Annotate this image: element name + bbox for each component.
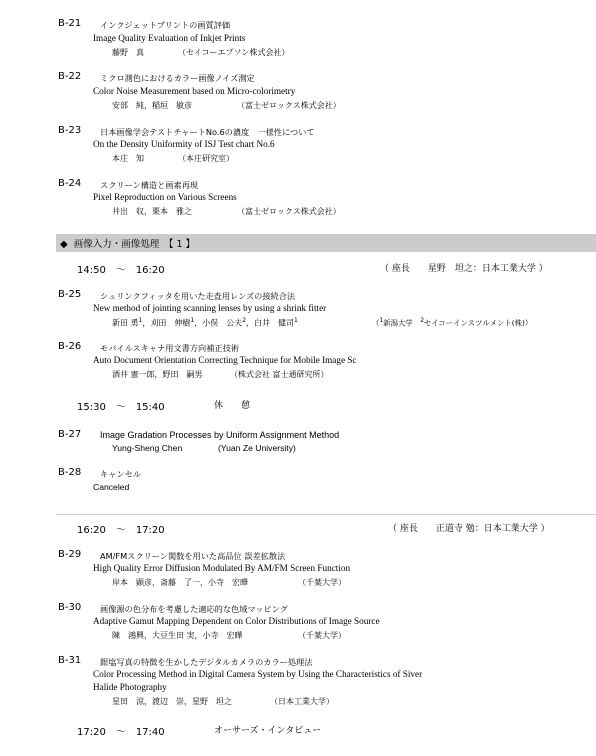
item-title-jp: キャンセル	[100, 469, 141, 479]
item-authors: 岸本 顕彦，斎藤 了一，小寺 宏曄	[112, 578, 248, 587]
item-affiliation: （千葉大学）	[298, 578, 346, 587]
item-code: B-27	[58, 429, 82, 440]
item-title-en: High Quality Error Diffusion Modulated By AM/FM Screen Function	[93, 563, 351, 573]
item-affiliation: （本庄研究室）	[178, 154, 234, 163]
item-affiliation: （富士ゼロックス株式会社）	[237, 101, 341, 110]
time-slot: 14:50 ～ 16:20	[77, 265, 165, 276]
item-code: B-21	[58, 18, 82, 29]
item-title-jp: AM/FMスクリーン関数を用いた高品位 誤差拡散法	[100, 551, 286, 561]
item-authors: 安部 純，稲垣 敏彦	[112, 101, 192, 110]
item-authors: Yung-Sheng Chen	[112, 443, 183, 453]
item-authors: 新田 勇$^1$，刈田 伸樹$^1$，小俣 公夫$^2$，白井 健司$^1$	[112, 317, 298, 328]
item-code: B-23	[58, 125, 82, 136]
item-authors: 陳 鴻興，大豆生田 実，小寺 宏曄	[112, 631, 243, 640]
chair: （ 座長 正道寺 勉：日本工業大学 ）	[388, 524, 550, 534]
item-authors: 本庄 知	[112, 154, 144, 163]
item-title-jp: 日本画像学会テストチャートNo.6の濃度 一様性について	[100, 127, 315, 137]
item-authors: 星田 涼，渡辺 崇，星野 坦之	[112, 697, 232, 706]
divider	[56, 514, 596, 515]
item-title-jp: モバイルスキャナ用文書方向補正技術	[100, 343, 239, 353]
item-affiliation: (Yuan Ze University)	[218, 443, 296, 453]
break-label: 休 憩	[214, 401, 251, 411]
item-title-jp: 画像源の色分布を考慮した適応的な色域マッピング	[100, 604, 288, 614]
item-code: B-28	[58, 467, 82, 478]
item-code: B-26	[58, 341, 82, 352]
item-title-jp: 銀塩写真の特徴を生かしたデジタルカメラのカラー処理法	[100, 657, 313, 667]
item-affiliation: （株式会社 富士通研究所）	[230, 370, 329, 379]
item-title-jp: ミクロ測色におけるカラー画像ノイズ測定	[100, 73, 255, 83]
item-code: B-31	[58, 655, 82, 666]
item-title-en: On the Density Uniformity of ISJ Test chart No.6	[93, 139, 275, 149]
item-title-en-cont: Halide Photography	[93, 682, 167, 692]
time-slot: 16:20 ～ 17:20	[77, 525, 165, 536]
item-affiliation: （セイコーエプソン株式会社）	[178, 48, 290, 57]
time-slot: 17:20 ～ 17:40	[77, 727, 165, 738]
item-title-en: Image Gradation Processes by Uniform Assignment Method	[100, 430, 340, 440]
chair: （ 座長 星野 坦之：日本工業大学 ）	[380, 264, 548, 274]
slot-label: オーサーズ・インタビュー	[214, 726, 322, 736]
item-authors: 酒井 憲一郎，野田 嗣男	[112, 370, 203, 379]
session-title-text: 画像入力・画像処理 【 1 】	[73, 239, 196, 250]
item-title-en: Auto Document Orientation Correcting Technique for Mobile Image Sc	[93, 355, 357, 365]
item-title-jp: シュリンクフィッタを用いた走査用レンズの接続合法	[100, 291, 296, 301]
item-code: B-24	[58, 178, 82, 189]
item-title-en: Image Quality Evaluation of Inkjet Prints	[93, 33, 246, 43]
item-code: B-22	[58, 71, 82, 82]
break-time: 15:30 ～ 15:40	[77, 402, 165, 413]
diamond-icon: ◆	[60, 239, 68, 250]
item-title-en: Color Noise Measurement based on Micro-colorimetry	[93, 86, 296, 96]
item-title-en: New method of jointing scanning lenses by using a shrink fitter	[93, 303, 327, 313]
item-title-en: Adaptive Gamut Mapping Dependent on Color Distributions of Image Source	[93, 616, 380, 626]
item-code: B-25	[58, 289, 82, 300]
item-code: B-29	[58, 549, 82, 560]
item-affiliation: （富士ゼロックス株式会社）	[237, 207, 341, 216]
item-title-en: Canceled	[93, 482, 130, 492]
item-affiliation: （$^1$新潟大学 $^2$セイコーインスツルメント(株)）	[372, 317, 533, 328]
item-title-jp: スクリーン構造と画素再現	[100, 180, 199, 190]
item-authors: 藤野 真	[112, 48, 144, 57]
item-affiliation: （千葉大学）	[298, 631, 346, 640]
item-title-en: Pixel Reproduction on Various Screens	[93, 192, 237, 202]
item-code: B-30	[58, 602, 82, 613]
session-title	[60, 236, 195, 250]
item-title-en: Color Processing Method in Digital Camera System by Using the Characteristics of Siver	[93, 669, 423, 679]
item-authors: 井出 収，栗本 雅之	[112, 207, 192, 216]
item-title-jp: インクジェットプリントの画質評価	[100, 20, 231, 30]
item-affiliation: （日本工業大学）	[270, 697, 334, 706]
